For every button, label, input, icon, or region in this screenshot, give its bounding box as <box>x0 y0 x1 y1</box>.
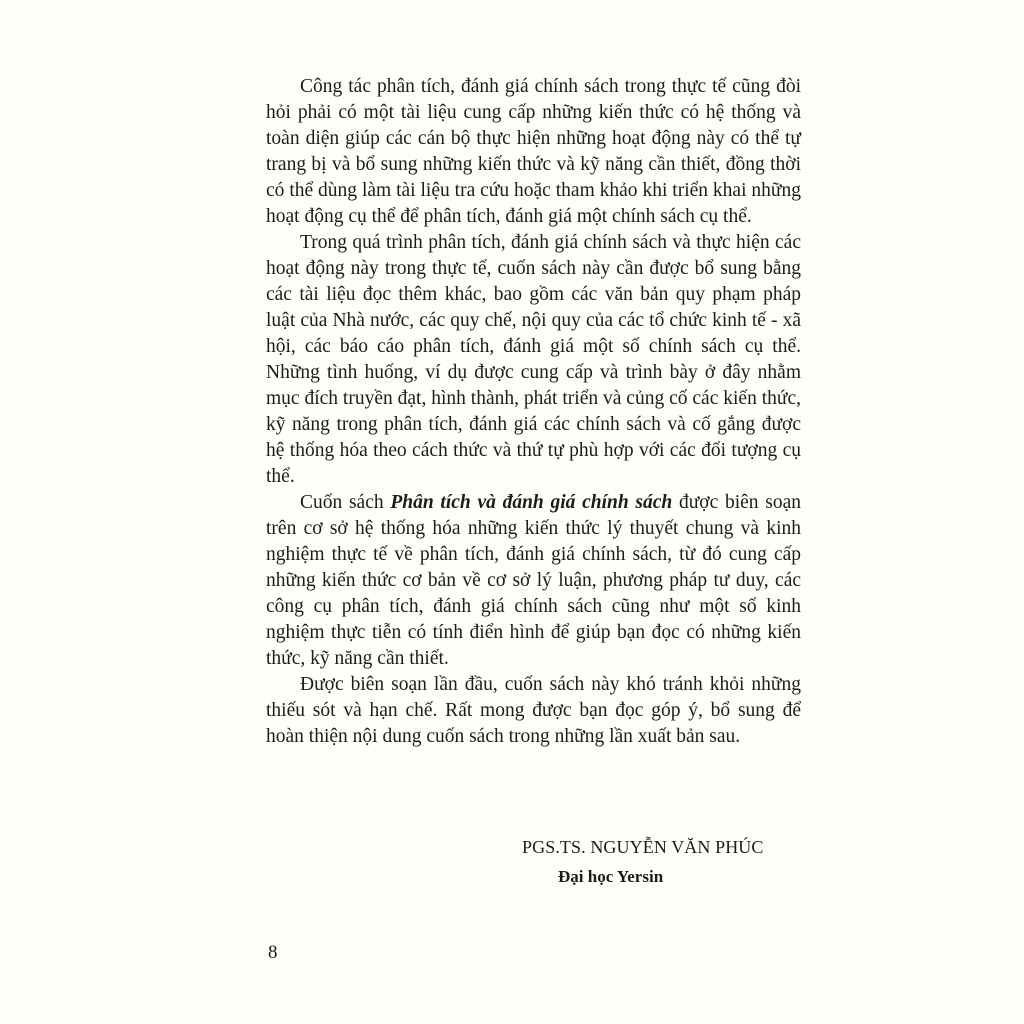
paragraph-3 <box>266 490 801 672</box>
paragraph-3-lead: Cuốn sách <box>300 492 391 513</box>
body-text <box>266 74 801 750</box>
book-title-inline: Phân tích và đánh giá chính sách <box>390 492 673 513</box>
author-affiliation: Đại học Yersin <box>558 867 664 886</box>
paragraph-2: Trong quá trình phân tích, đánh giá chính sách và thực hiện các hoạt động này trong thực tế, cuốn sách này cần được bổ sung bằng các tài liệu đọc thêm khác, bao gồm các văn bản quy phạm pháp luật của Nhà nước, các quy chế, nội quy của các tổ chức kinh tế - xã hội, các báo cáo phân tích, đánh giá một số chính sách cụ thể. Những tình huống, ví dụ được cung cấp và trình bày ở đây nhằm mục đích truyền đạt, hình thành, phát triển và củng cố các kiến thức, kỹ năng trong phân tích, đánh giá các chính sách và cố gắng được hệ thống hóa theo cách thức và thứ tự phù hợp với các đối tượng cụ thể. <box>266 232 801 487</box>
paragraph-4: Được biên soạn lần đầu, cuốn sách này khó tránh khỏi những thiếu sót và hạn chế. Rất mong được bạn đọc góp ý, bổ sung để hoàn thiện nội dung cuốn sách trong những lần xuất bản sau. <box>266 674 801 747</box>
signature-block <box>522 832 782 892</box>
author-name: PGS.TS. NGUYỄN VĂN PHÚC <box>522 837 764 857</box>
page-number: 8 <box>268 942 278 963</box>
paragraph-3-rest: được biên soạn trên cơ sở hệ thống hóa những kiến thức lý thuyết chung và kinh nghiệm thực tế về phân tích, đánh giá chính sách, từ đó cung cấp những kiến thức cơ bản về cơ sở lý luận, phương pháp tư duy, các công cụ phân tích, đánh giá chính sách cũng như một số kinh nghiệm thực tiễn có tính điển hình để giúp bạn đọc có những kiến thức, kỹ năng cần thiết. <box>266 492 802 669</box>
paragraph-1: Công tác phân tích, đánh giá chính sách trong thực tế cũng đòi hỏi phải có một tài liệu cung cấp những kiến thức có hệ thống và toàn diện giúp các cán bộ thực hiện những hoạt động này có thể tự trang bị và bổ sung những kiến thức và kỹ năng cần thiết, đồng thời có thể dùng làm tài liệu tra cứu hoặc tham khảo khi triển khai những hoạt động cụ thể để phân tích, đánh giá một chính sách cụ thể. <box>266 76 801 227</box>
